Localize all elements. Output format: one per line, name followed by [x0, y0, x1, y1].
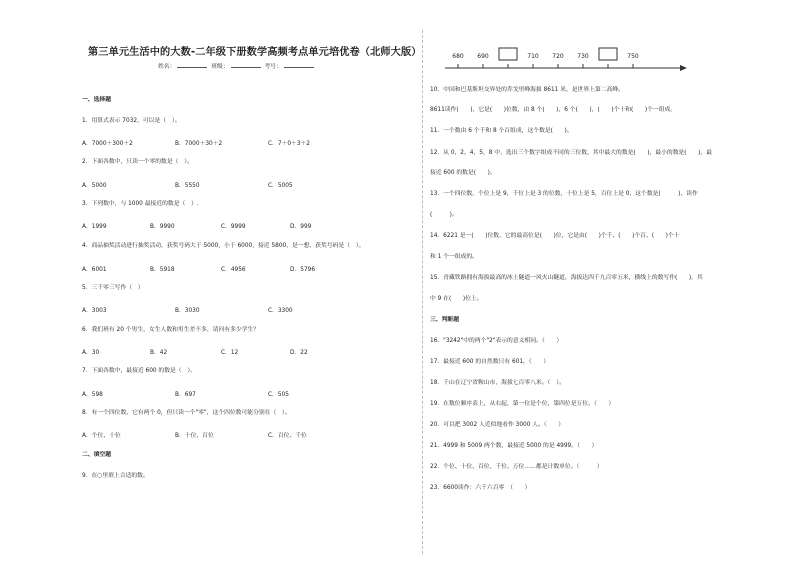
- question-10-b: 8611读作( )，它是( )位数，由 8 个( )，6 个( )，( )个十和( )个一组成。: [430, 107, 677, 113]
- page-divider: [422, 30, 423, 554]
- option-d[interactable]: D．999: [290, 224, 312, 230]
- question-15-a: 15．青藏铁路拥有海拔最高的冰土隧道一风火山隧道，海拔达四千九百零五米，横线上的数写作( )，其: [430, 275, 703, 281]
- option-b[interactable]: B．5918: [150, 267, 175, 273]
- number-line-label: 720: [552, 53, 564, 60]
- question-14-a: 14．6221 是一( )位数，它的最高位是( )位，它是由( )个千、( )个百、( )个十: [430, 233, 680, 239]
- option-a[interactable]: A．个位、十位: [82, 433, 121, 439]
- question-5: 5．三千零三写作（ ）: [82, 285, 144, 291]
- option-b[interactable]: B．7000＋30＋2: [175, 141, 223, 147]
- question-16: 16．"3242"中的两个"2"表示的意义相同。（ ）: [430, 338, 563, 344]
- question-21: 21．4999 和 5009 两个数，最接近 5000 的是 4999。（ ）: [430, 443, 598, 449]
- option-b[interactable]: B．42: [150, 350, 168, 356]
- question-22: 22．个位、十位、百位、千位、万位……都是计数单位。（ ）: [430, 464, 603, 470]
- option-c[interactable]: C．12: [221, 350, 239, 356]
- option-c[interactable]: C．7＋0＋3＋2: [268, 141, 310, 147]
- question-11: 11．一个数由 6 个千和 8 个百组成，这个数是( )。: [430, 128, 573, 134]
- question-1: 1．用算式表示 7032，可以是（ ）。: [82, 118, 181, 124]
- option-b[interactable]: B．9990: [150, 224, 175, 230]
- question-4: 4．商品抽奖活动进行抽奖活动，获奖号码大于 5000，小于 6000，接近 5800，是一想，获奖号码是（ ）。: [82, 243, 365, 249]
- number-field[interactable]: [284, 61, 314, 68]
- option-a[interactable]: A．598: [82, 392, 103, 398]
- section-choice: 一、选择题: [82, 97, 111, 103]
- number-line-blank-box[interactable]: [599, 48, 617, 60]
- question-9: 9．在○里填上合适的数。: [82, 473, 149, 479]
- option-c[interactable]: C．5005: [268, 183, 293, 189]
- option-a[interactable]: A．5000: [82, 183, 107, 189]
- question-6: 6．我们班有 20 个男生，女生人数和男生差不多，请问有多少学生？: [82, 327, 260, 333]
- student-info: [158, 61, 316, 70]
- number-line: [440, 46, 690, 76]
- option-c[interactable]: C．9999: [221, 224, 246, 230]
- option-b[interactable]: B．5550: [175, 183, 200, 189]
- question-23: 23．6600读作：六千六百零 （ ）: [430, 485, 531, 491]
- option-a[interactable]: A．30: [82, 350, 100, 356]
- option-b[interactable]: B．十位、百位: [175, 433, 214, 439]
- question-13-a: 13．一个四位数，个位上是 9，千位上是 3 的位数，十位上是 5，百位上是 0，这个数是( )，读作: [430, 191, 698, 197]
- name-field[interactable]: [177, 61, 207, 68]
- option-a[interactable]: A．7000＋300＋2: [82, 141, 133, 147]
- question-10-a: 10．中国和巴基斯坦交界处的乔戈里峰海拔 8611 米，是世界上第二高峰。: [430, 87, 624, 93]
- question-18: 18．千山在辽宁省鞍山市，海拔七百零八米。（ ）。: [430, 380, 565, 386]
- number-label: 考号：: [264, 64, 282, 70]
- option-c[interactable]: C．3300: [268, 308, 293, 314]
- question-19: 19．在数位顺序表上，从右起，第一位是个位，第四位是万位。（ ）: [430, 401, 615, 407]
- section-fill: 二、填空题: [82, 452, 111, 458]
- option-c[interactable]: C．百位、千位: [268, 433, 307, 439]
- question-20: 20．可以把 3002 人近似地看作 3000 人。（ ）: [430, 422, 565, 428]
- number-line-label: 690: [477, 53, 489, 60]
- number-line-label: 710: [527, 53, 539, 60]
- name-label: 姓名：: [158, 64, 176, 70]
- option-b[interactable]: B．3030: [175, 308, 200, 314]
- number-line-blank-box[interactable]: [499, 48, 517, 60]
- question-7: 7．下面各数中，最接近 600 的数是（ ）。: [82, 368, 197, 374]
- number-line-label: 750: [627, 53, 639, 60]
- option-a[interactable]: A．1999: [82, 224, 107, 230]
- option-d[interactable]: D．5796: [290, 267, 316, 273]
- option-b[interactable]: B．697: [175, 392, 196, 398]
- option-c[interactable]: C．505: [268, 392, 289, 398]
- question-8: 8．有一个四位数，它有两个 0，但只读一个"零"，这个四位数可能分别在（ ）。: [82, 410, 291, 416]
- question-12-a: 12．从 0，2，4，5，8 中，选出三个数字组成不同的三位数，其中最大的数是( )，最小的数是( )，最: [430, 150, 713, 156]
- option-d[interactable]: D．22: [290, 350, 308, 356]
- class-label: 班级：: [211, 64, 229, 70]
- question-13-b: ( )。: [430, 212, 458, 218]
- section-judge: 三、判断题: [430, 317, 459, 323]
- number-line-label: 680: [452, 53, 464, 60]
- class-field[interactable]: [231, 61, 261, 68]
- option-a[interactable]: A．6001: [82, 267, 107, 273]
- question-3: 3．下列数中，与 1000 最接近的数是（ ）.: [82, 201, 199, 207]
- question-2: 2．下面各数中，只读一个零的数是（ ）。: [82, 159, 193, 165]
- question-15-b: 中 9 在( )位上。: [430, 296, 483, 302]
- question-14-b: 和 1 个一组成的。: [430, 254, 478, 260]
- question-12-b: 接近 600 的数是( )。: [430, 170, 496, 176]
- page-title: 第三单元生活中的大数-二年级下册数学高频考点单元培优卷（北师大版）: [88, 47, 422, 58]
- option-a[interactable]: A．3003: [82, 308, 107, 314]
- question-17: 17．最接近 600 的自然数只有 601。（ ）: [430, 359, 550, 365]
- number-line-label: 730: [577, 53, 589, 60]
- option-c[interactable]: C．4956: [221, 267, 246, 273]
